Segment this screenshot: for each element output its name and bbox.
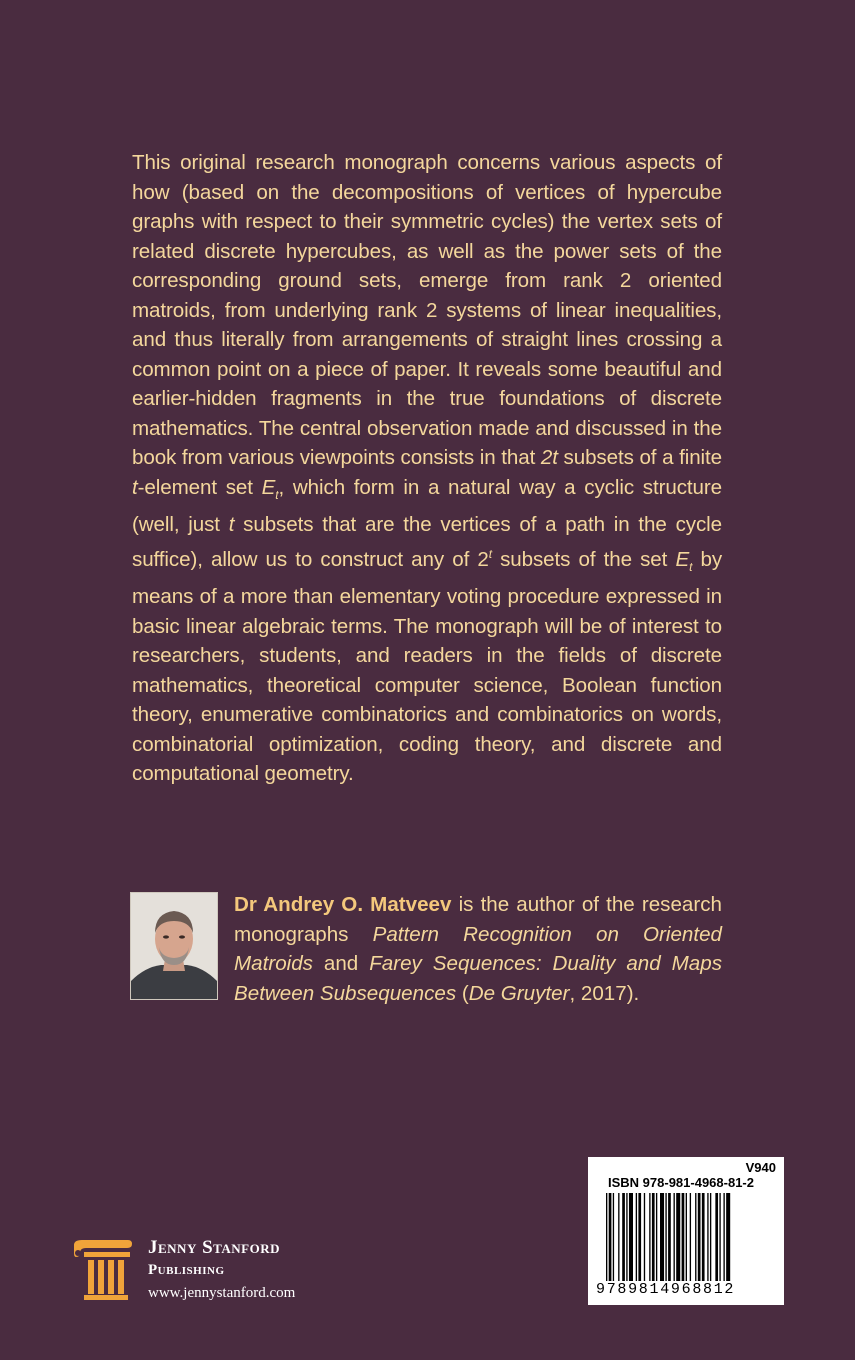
barcode-bar — [690, 1193, 691, 1281]
barcode-bar — [719, 1193, 720, 1281]
barcode-bar — [702, 1193, 705, 1281]
barcode-bar — [622, 1193, 625, 1281]
author-bio-text: ( — [456, 981, 469, 1005]
blurb-text: subsets of the set — [491, 547, 676, 571]
barcode-bar — [636, 1193, 637, 1281]
barcode-bar — [609, 1193, 612, 1281]
barcode-bar — [726, 1193, 730, 1281]
author-photo — [130, 892, 218, 1000]
barcode-bar — [649, 1193, 650, 1281]
blurb-italic: t — [132, 475, 138, 499]
barcode-bar — [638, 1193, 641, 1281]
publisher-name: Jenny Stanford — [148, 1237, 280, 1258]
barcode-bar — [660, 1193, 664, 1281]
blurb-text: subsets of a finite — [557, 446, 722, 469]
barcode-bar — [710, 1193, 711, 1281]
blurb-italic: E — [261, 475, 276, 499]
blurb-text: -element set — [137, 475, 262, 499]
price-code: V940 — [745, 1160, 776, 1175]
barcode-bar — [695, 1193, 696, 1281]
barcode-bar — [674, 1193, 675, 1281]
barcode-bar — [629, 1193, 633, 1281]
barcode-bar — [613, 1193, 614, 1281]
author-name: Dr Andrey O. Matveev — [234, 893, 452, 916]
blurb-text: , which form in a natural way a cyclic structure (well, just — [132, 475, 722, 537]
barcode-bar — [698, 1193, 701, 1281]
author-bio-text: and — [312, 952, 370, 975]
publisher-url[interactable]: www.jennystanford.com — [148, 1285, 296, 1301]
blurb-text: by means of a more than elementary voting procedure expressed in basic linear algebraic terms. The monograph will be of interest to researchers, students, and readers in the fields of discrete mathematics, theoretical computer science, Boolean function theory, enumerative combinatorics and combinatorics on words, combinatorial optimization, coding theory, and discrete and computational geometry. — [132, 547, 723, 786]
barcode-bar — [707, 1193, 708, 1281]
publisher-logo — [72, 1237, 392, 1307]
barcode-bar — [676, 1193, 680, 1281]
barcode-bar — [656, 1193, 657, 1281]
barcode-bar — [644, 1193, 645, 1281]
blurb-italic: E — [675, 547, 690, 571]
isbn-barcode — [588, 1157, 784, 1305]
barcode-bar — [682, 1193, 685, 1281]
barcode-bar — [652, 1193, 655, 1281]
barcode-bars — [604, 1193, 770, 1281]
author-bio-text: is the author of the research monographs — [234, 893, 722, 946]
column-icon — [72, 1239, 134, 1301]
book-title-1: Pattern Recognition on Oriented Matroids — [234, 922, 722, 975]
barcode-bar — [606, 1193, 607, 1281]
barcode-digits: 9789814968812 — [596, 1281, 736, 1298]
publisher-sub: Publishing — [148, 1262, 225, 1278]
barcode-bar — [626, 1193, 627, 1281]
barcode-bar — [686, 1193, 687, 1281]
blurb-italic: 2t — [540, 446, 558, 469]
blurb-text: subsets that are the vertices of a path in the cycle suffice), allow us to construct any of 2 — [132, 513, 722, 571]
publisher-mention: De Gruyter — [468, 981, 570, 1005]
author-bio — [234, 890, 722, 1008]
blurb-italic: t — [228, 513, 235, 537]
blurb-italic: t — [488, 546, 492, 561]
back-cover-blurb — [132, 148, 722, 789]
blurb-text: This original research monograph concerns various aspects of how (based on the decompositions of vertices of hypercube graphs with respect to their symmetric cycles) the vertex sets of related discrete hypercubes, as well as the power sets of the corresponding ground sets, emerge from rank 2 oriented matroids, from underlying rank 2 systems of linear inequalities, and thus literally from arrangements of straight lines crossing a common point on a piece of paper. It reveals some beautiful and earlier-hidden fragments in the true foundations of discrete mathematics. The central observation made and discussed in the book from various viewpoints consists in that — [132, 151, 722, 469]
barcode-bar — [668, 1193, 671, 1281]
barcode-bar — [723, 1193, 724, 1281]
barcode-bar — [618, 1193, 619, 1281]
barcode-bar — [665, 1193, 666, 1281]
author-bio-text: , 2017). — [569, 981, 640, 1005]
book-title-2: Farey Sequences: Duality and Maps Between Subsequences — [234, 952, 723, 1005]
blurb-italic: t — [689, 559, 693, 574]
barcode-bar — [715, 1193, 718, 1281]
blurb-italic: t — [275, 487, 279, 502]
author-portrait-icon — [131, 893, 217, 999]
isbn-text: ISBN 978-981-4968-81-2 — [608, 1175, 754, 1190]
